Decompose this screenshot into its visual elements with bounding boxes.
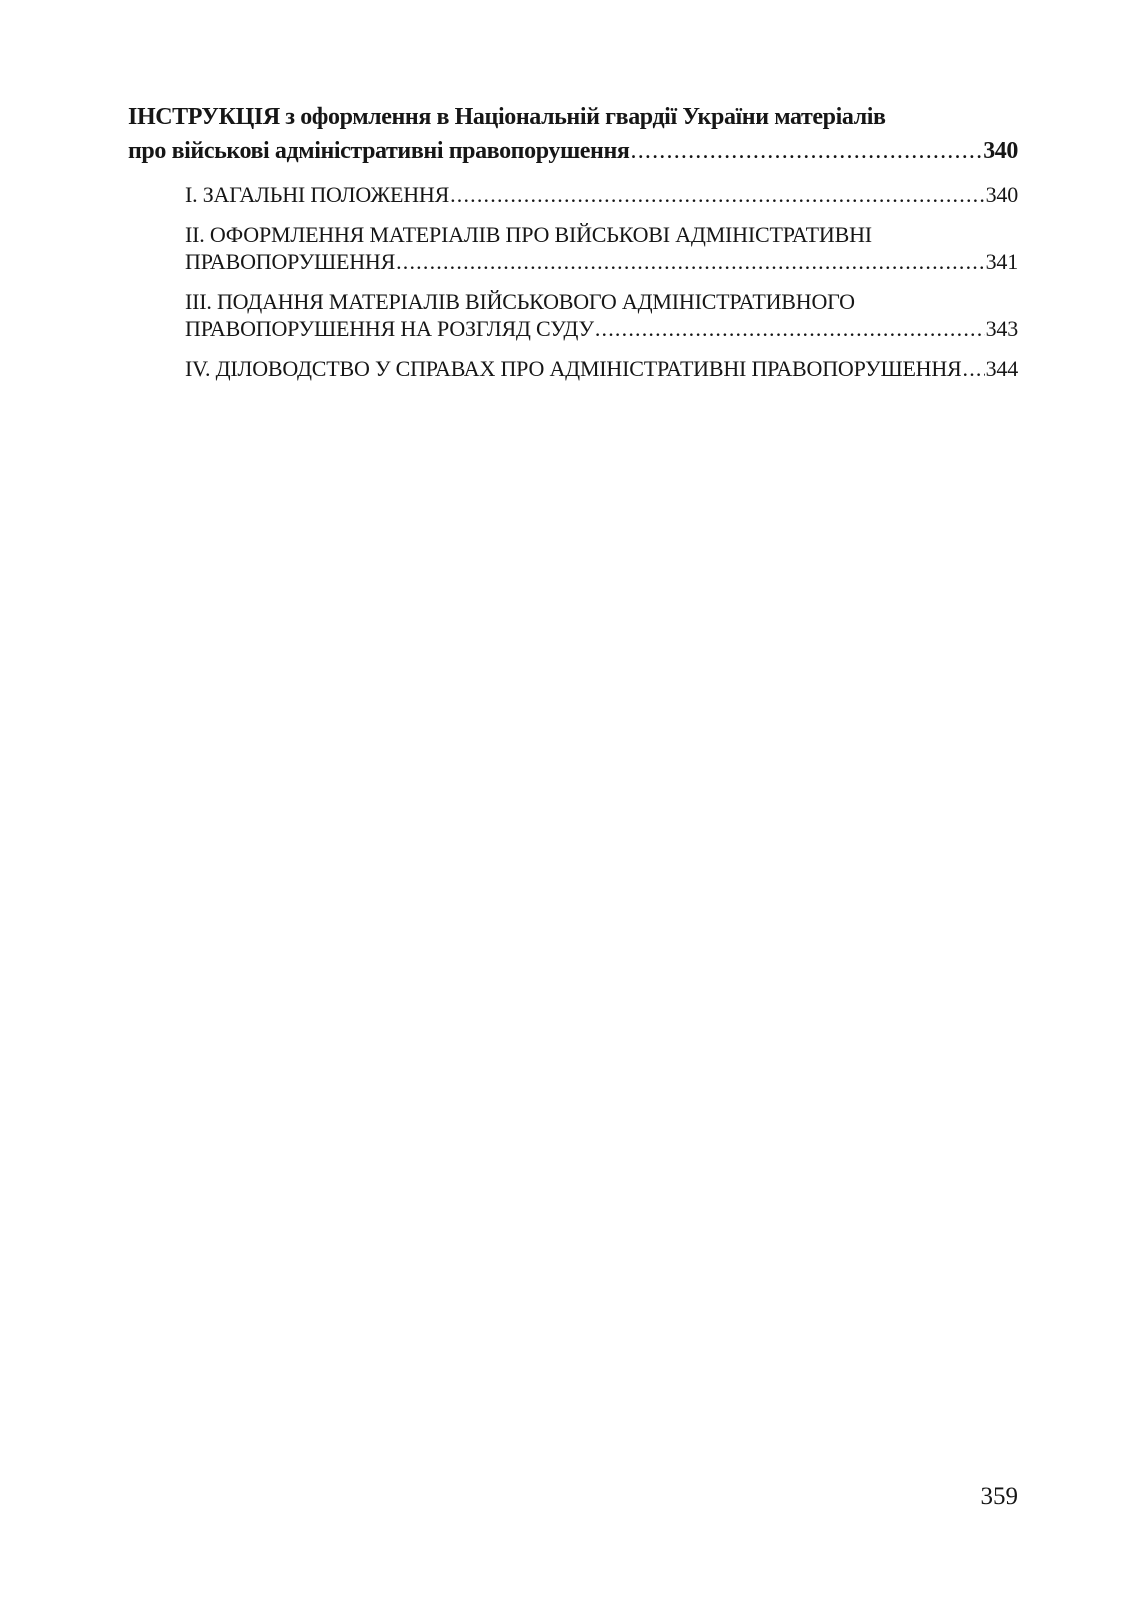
toc-entry-text: ПРАВОПОРУШЕННЯ НА РОЗГЛЯД СУДУ [185, 316, 594, 341]
dot-leader [450, 181, 985, 208]
page-ref: 343 [985, 316, 1018, 341]
toc-entry-line-2 [185, 248, 1018, 275]
toc-entry-line-1: II. ОФОРМЛЕННЯ МАТЕРІАЛІВ ПРО ВІЙСЬКОВІ АДМІНІСТРАТИВНІ [185, 222, 872, 247]
toc-entry-line [185, 355, 1018, 382]
toc-entry-text: IV. ДІЛОВОДСТВО У СПРАВАХ ПРО АДМІНІСТРАТИВНІ ПРАВОПОРУШЕННЯ [185, 356, 962, 381]
toc-entry-title-text: про військові адміністративні правопорушення [128, 138, 630, 164]
toc-entry-title-line-1: ІНСТРУКЦІЯ з оформлення в Національній гвардії України матеріалів [128, 104, 886, 130]
page-ref: 340 [983, 138, 1018, 164]
dot-leader [595, 315, 985, 342]
toc-entry-line [185, 181, 1018, 208]
table-of-contents [128, 100, 1018, 382]
page-ref: 344 [985, 356, 1018, 381]
dot-leader [963, 355, 985, 382]
toc-entry-section-3 [128, 288, 1018, 342]
toc-entry-line-2 [185, 315, 1018, 342]
toc-entry-section-2 [128, 221, 1018, 275]
dot-leader [396, 248, 985, 275]
toc-entry-section-4 [128, 355, 1018, 382]
toc-entry-title-line-2 [128, 134, 1018, 168]
toc-entry-line-1: III. ПОДАННЯ МАТЕРІАЛІВ ВІЙСЬКОВОГО АДМІНІСТРАТИВНОГО [185, 289, 855, 314]
page-number: 359 [980, 1483, 1018, 1510]
dot-leader [631, 134, 983, 168]
toc-entry-text: I. ЗАГАЛЬНІ ПОЛОЖЕННЯ [185, 182, 450, 207]
toc-entry-section-1 [128, 181, 1018, 208]
toc-entry-text: ПРАВОПОРУШЕННЯ [185, 249, 396, 274]
toc-entry-instruction [128, 100, 1018, 168]
page-ref: 340 [985, 182, 1018, 207]
page-ref: 341 [985, 249, 1018, 274]
